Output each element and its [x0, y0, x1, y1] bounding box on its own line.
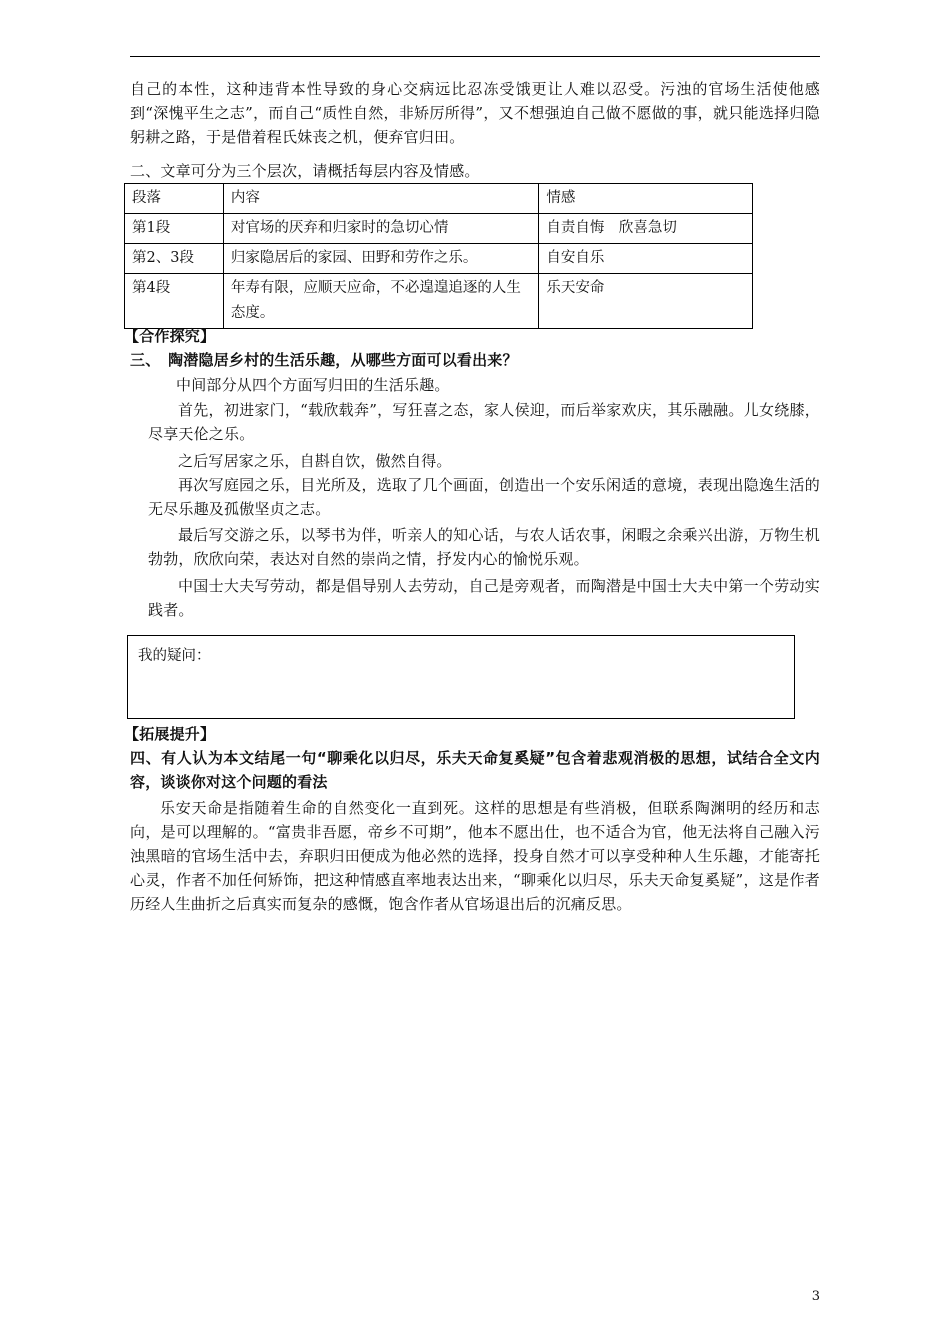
table-cell: 自责自悔 欣喜急切	[539, 214, 753, 244]
table-header-cell: 内容	[223, 184, 538, 214]
table-cell: 归家隐居后的家园、田野和劳作之乐。	[223, 244, 538, 274]
question-3-heading: 三、 陶潜隐居乡村的生活乐趣，从哪些方面可以看出来？	[130, 351, 518, 369]
question-3-point: 首先，初进家门，“载欣载奔”，写狂喜之态，家人侯迎，而后举家欢庆，其乐融融。儿女绕膝，尽享天伦之乐。	[148, 401, 820, 443]
table-cell: 自安自乐	[539, 244, 753, 274]
question-3-point: 最后写交游之乐，以琴书为伴，听亲人的知心话，与农人话农事，闲暇之余乘兴出游，万物生机勃勃，欣欣向荣，表达对自然的崇尚之情，抒发内心的愉悦乐观。	[148, 526, 820, 568]
header-rule	[130, 56, 820, 57]
table-row	[125, 244, 753, 274]
extension-label: 【拓展提升】	[124, 725, 216, 743]
table-row	[125, 214, 753, 244]
table-header-cell: 段落	[125, 184, 224, 214]
table-cell: 第4段	[125, 274, 224, 329]
question-3-point: 再次写庭园之乐，目光所及，选取了几个画面，创造出一个安乐闲适的意境，表现出隐逸生活的无尽乐趣及孤傲坚贞之志。	[148, 476, 820, 518]
table-cell: 第2、3段	[125, 244, 224, 274]
page-number: 3	[811, 1289, 820, 1304]
my-question-label: 我的疑问：	[138, 648, 211, 664]
table-header-row	[125, 184, 753, 214]
my-question-box[interactable]	[127, 635, 795, 719]
table-row	[125, 274, 753, 329]
table-cell: 对官场的厌弃和归家时的急切心情	[223, 214, 538, 244]
table-header-cell: 情感	[539, 184, 753, 214]
question-4-answer: 乐安天命是指随着生命的自然变化一直到死。这样的思想是有些消极，但联系陶渊明的经历和志向，是可以理解的。“富贵非吾愿，帝乡不可期”，他本不愿出仕，也不适合为官，他无法将自己融入污浊黑暗的官场生活中去，弃职归田便成为他必然的选择，投身自然才可以享受种种人生乐趣，才能寄托心灵，作者不加任何矫饰，把这种情感直率地表达出来，“聊乘化以归尽，乐夫天命复奚疑”，这是作者历经人生曲折之后真实而复杂的感慨，饱含作者从官场退出后的沉痛反思。	[130, 799, 820, 913]
question-3-point: 之后写居家之乐，自斟自饮，傲然自得。	[178, 452, 452, 470]
table-cell: 乐天安命	[539, 274, 753, 329]
question-3-intro: 中间部分从四个方面写归田的生活乐趣。	[176, 376, 450, 394]
table-cell: 第1段	[125, 214, 224, 244]
table-cell: 年寿有限，应顺天应命，不必遑遑追逐的人生态度。	[223, 274, 538, 329]
intro-paragraph: 自己的本性，这种违背本性导致的身心交病远比忍冻受饿更让人难以忍受。污浊的官场生活使他感到“深愧平生之志”，而自己“质性自然，非矫厉所得”，又不想强迫自己做不愿做的事，就只能选择归隐躬耕之路，于是借着程氏妹丧之机，便弃官归田。	[130, 80, 820, 146]
layers-table	[124, 183, 753, 329]
question-2-heading: 二、文章可分为三个层次，请概括每层内容及情感。	[130, 162, 480, 180]
question-4-heading: 四、有人认为本文结尾一句“聊乘化以归尽，乐夫天命复奚疑”包含着悲观消极的思想，试结合全文内容，谈谈你对这个问题的看法	[130, 749, 820, 791]
cooperative-inquiry-label: 【合作探究】	[124, 327, 216, 345]
question-3-point: 中国士大夫写劳动，都是倡导别人去劳动，自己是旁观者，而陶潜是中国士大夫中第一个劳动实践者。	[148, 577, 820, 619]
